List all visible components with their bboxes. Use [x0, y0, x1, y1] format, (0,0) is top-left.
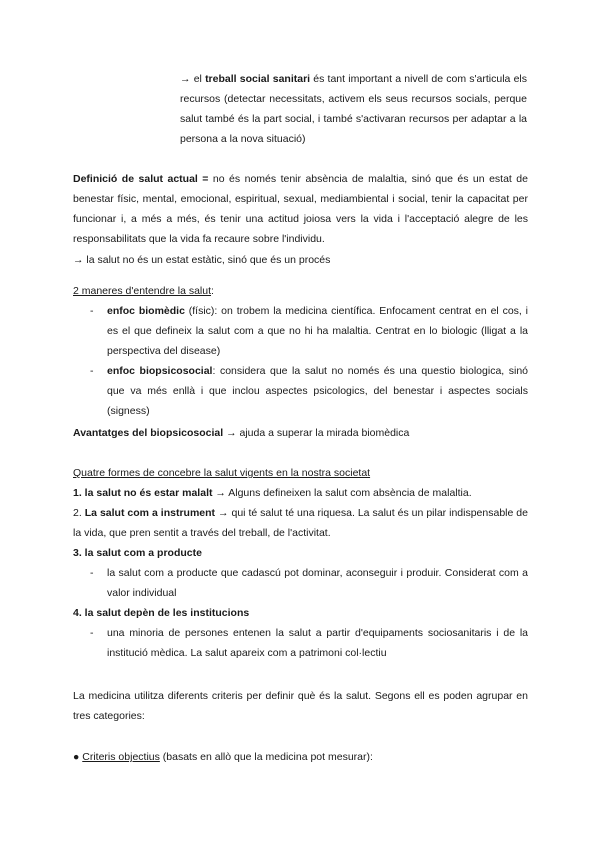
list-item-biomedic: - enfoc biomèdic (físic): on trobem la medicina científica. Enfocament centrat en el cos, i es el que defineix la salut com a que no hi ha malaltia. Centrat en lo biologic (lligat a la perspectiva del disease): [73, 301, 528, 361]
form-item-1: 1. la salut no és estar malalt → Alguns defineixen la salut com absència de malaltia.: [73, 487, 472, 499]
dash-bullet: -: [90, 627, 94, 639]
social-work-paragraph: [180, 69, 527, 149]
paragraph-text: és tant important a nivell de com s'articula els recursos (detectar necessitats, activem els seus recursos socials, perque salut també és la part social, i també s'activaran recursos per adaptar a la persona a la nova situació): [180, 73, 527, 145]
dash-bullet: -: [90, 365, 94, 377]
form-item-3-title: 3. la salut com a producte: [73, 547, 202, 559]
bullet-icon: ●: [73, 751, 83, 763]
section-heading: Quatre formes de concebre la salut vigents en la nostra societat: [73, 467, 371, 479]
definition-label: Definició de salut actual =: [73, 173, 213, 185]
health-definition-paragraph: [73, 169, 528, 249]
list-item-biopsicosocial: - enfoc biopsicosocial: considera que la salut no només és una questio biologica, sinó que va més enllà i que inclou aspectes psicologics, del benestar i aspectes socials (signess): [73, 361, 528, 421]
process-note: → la salut no és un estat estàtic, sinó que és un procés: [73, 254, 331, 266]
advantages-line: Avantatges del biopsicosocial → ajuda a superar la mirada biomèdica: [73, 427, 410, 439]
dash-bullet: -: [90, 567, 94, 579]
objective-criteria-line: ● Criteris objectius (basats en allò que la medicina pot mesurar):: [73, 751, 373, 763]
criteria-intro: La medicina utilitza diferents criteris per definir què és la salut. Segons ell es poden agrupar en tres categories:: [73, 690, 528, 722]
section-heading: 2 maneres d'entendre la salut:: [73, 285, 214, 297]
bold-term: treball social sanitari: [205, 73, 311, 85]
form-item-2: 2. La salut com a instrument → qui té salut té una riquesa. La salut és un pilar indispensable de la vida, que pren sentit a través del treball, de l'activitat.: [73, 507, 528, 539]
form-item-4-title: 4. la salut depèn de les institucions: [73, 607, 250, 619]
form-item-3-detail: - la salut com a producte que cadascú pot dominar, aconseguir i produir. Considerat com a valor individual: [73, 563, 528, 603]
arrow-text: → el: [180, 73, 206, 85]
definition-text: no és només tenir absència de malaltia, sinó que és un estat de benestar físic, mental, emocional, espiritual, sexual, mediambiental i social, tenir la capacitat per funcionar i, a més a més, és tenir una actitud joiosa vers la vida i l'acceptació alegre de les responsabilitats que la vida fa recaure sobre l'individu.: [73, 173, 528, 245]
four-forms-section: [73, 463, 528, 663]
form-item-4-detail: - una minoria de persones entenen la salut a partir d'equipaments sociosanitaris i de la institució mèdica. La salut apareix com a patrimoni col·lectiu: [73, 623, 528, 663]
dash-bullet: -: [90, 305, 94, 317]
two-ways-section: [73, 281, 528, 421]
